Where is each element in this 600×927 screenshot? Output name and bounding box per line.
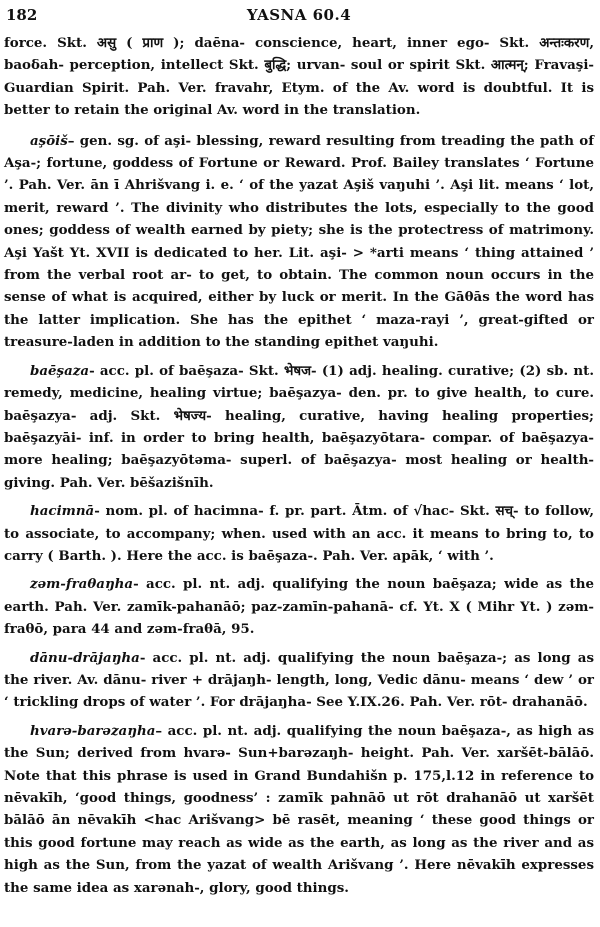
gloss-entry bbox=[4, 500, 594, 567]
headword: hacimnā bbox=[30, 503, 95, 520]
gloss-text: - acc. pl. of baēşaza- Skt. भेषज- (1) adj. healing. curative; (2) sb. nt. remedy, medicine, healing virtue; baēşazya- den. pr. to give health, to cure. baēşazya- adj. Skt. भेषज्य- healing, curative, having healing properties; baēşazyāi- inf. in order to bring health, baēşazyōtara- compar. of baēşazya- more healing; baēşazyōtəma- superl. of baēşazya- most healing or health-giving. Pah. Ver. bēšazišnīh. bbox=[4, 362, 594, 491]
headword: baēşaza bbox=[30, 362, 90, 379]
headword: hvarə-barəzaŋha bbox=[30, 722, 156, 739]
page-body bbox=[4, 32, 594, 899]
headword: aşōiš bbox=[30, 132, 68, 149]
gloss-text: - acc. pl. nt. adj. qualifying the noun baēşaza; wide as the earth. Pah. Ver. zamīk-pahanāō; paz-zamīn-pahanā- cf. Yt. X ( Mihr Yt. ) zəm-fraθō, para 44 and zəm-fraθā, 95. bbox=[4, 576, 594, 638]
paragraph-text: force. Skt. असु ( प्राण ); daēna- conscience, heart, inner ego- Skt. अन्तःकरण, baoδah- perception, intellect Skt. बुद्धि; urvan- soul or spirit Skt. आत्मन्; Fravaşi-Guardian Spirit. Pah. Ver. fravahr, Etym. of the Av. word is doubtful. It is better to retain the original Av. word in the translation. bbox=[4, 35, 594, 119]
running-title: YASNA 60.4 bbox=[246, 6, 352, 24]
gloss-entry bbox=[4, 573, 594, 640]
gloss-entry bbox=[4, 720, 594, 899]
headword: zəm-fraθaŋha bbox=[30, 576, 134, 593]
gloss-entry bbox=[4, 647, 594, 714]
gloss-text: - acc. pl. nt. adj. qualifying the noun baēşaza-; as long as the river. Av. dānu- river + drājaŋh- length, long, Vedic dānu- means ‘ dew ’ or ‘ trickling drops of water ’. For drājaŋha- See Y.IX.26. Pah. Ver. rōt- drahanāō. bbox=[4, 649, 594, 711]
gloss-text: – acc. pl. nt. adj. qualifying the noun baēşaza-, as high as the Sun; derived from hvarə- Sun+barəzaŋh- height. Pah. Ver. xaršēt-bālāō. Note that this phrase is used in Grand Bundahišn p. 175,l.12 in reference to nēvakīh, ‘good things, goodness’ : zamīk pahnāō ut rōt drahanāō ut xaršēt bālāō ān nēvakīh <hac Arišvang> bē rasēt, meaning ‘ these good things or this good fortune may reach as wide as the earth, as long as the river and as high as the Sun, from the yazat of wealth Arišvang ’. Here nēvakīh expresses the same idea as xarənah-, glory, good things. bbox=[4, 722, 594, 896]
continued-paragraph bbox=[4, 32, 594, 122]
page-number: 182 bbox=[6, 6, 38, 24]
gloss-entry bbox=[4, 360, 594, 494]
gloss-entry bbox=[4, 130, 594, 354]
gloss-text: - nom. pl. of hacimna- f. pr. part. Ātm. of √hac- Skt. सच्- to follow, to associate, to accompany; when. used with an acc. it means to bring to, to carry ( Barth. ). Here the acc. is baēşaza-. Pah. Ver. apāk, ‘ with ’. bbox=[4, 503, 594, 564]
page-header bbox=[4, 6, 594, 32]
gloss-text: – gen. sg. of aşi- blessing, reward resulting from treading the path of Aşa-; fortune, goddess of Fortune or Reward. Prof. Bailey translates ‘ Fortune ’. Pah. Ver. ān ī Ahrišvang i. e. ‘ of the yazat Aşiš vaŋuhi ’. Aşi lit. means ‘ lot, merit, reward ’. The divinity who distributes the lots, especially to the good ones; goddess of wealth earned by piety; she is the protectress of matrimony. Aşi Yašt Yt. XVII is dedicated to her. Lit. aşi- > *arti means ‘ thing attained ’ from the verbal root ar- to get, to obtain. The common noun occurs in the sense of what is acquired, either by luck or merit. In the Gāθās the word has the latter implication. She has the epithet ‘ maza-rayi ’, great-gifted or treasure-laden in addition to the standing epithet vaŋuhi. bbox=[4, 132, 594, 351]
headword: dānu-drājaŋha bbox=[30, 649, 140, 666]
